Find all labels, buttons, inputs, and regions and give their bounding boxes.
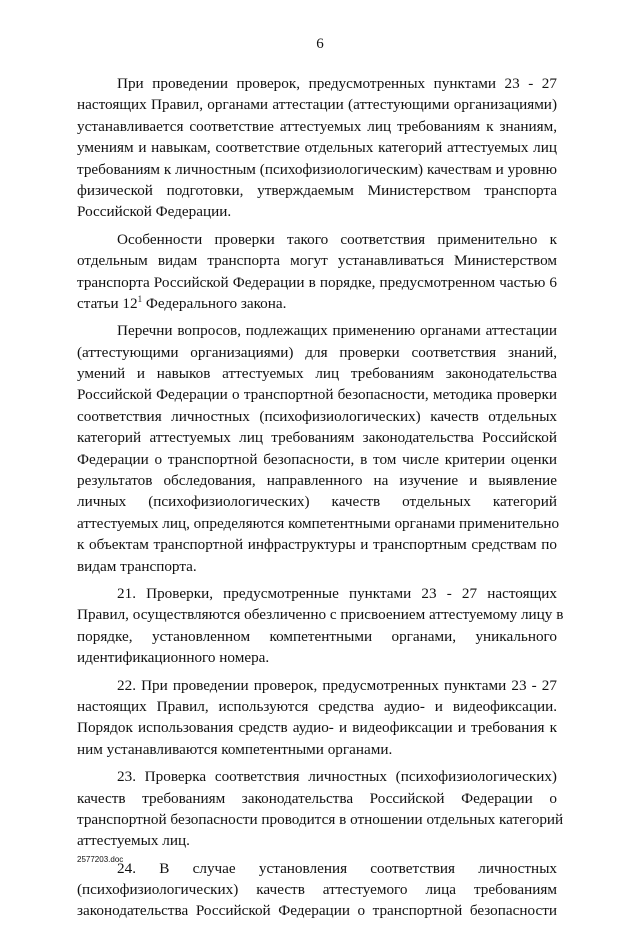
text-line: Порядок использования средств аудио- и видеофиксации и требования к xyxy=(77,719,557,737)
superscript: 1 xyxy=(137,293,143,304)
text-line: результатов обследования, направленного на изучение и выявление xyxy=(77,472,557,490)
text-line: (психофизиологических) качеств аттестуемого лица требованиям xyxy=(77,881,557,899)
text-line: 22. При проведении проверок, предусмотренных пунктами 23 - 27 xyxy=(117,676,557,694)
text-line: Российской Федерации о транспортной безопасности, методика проверки xyxy=(77,386,557,404)
text-line: 23. Проверка соответствия личностных (психофизиологических) xyxy=(117,768,557,786)
text-line: идентификационного номера. xyxy=(77,649,270,667)
text-line: Правил, осуществляются обезличенно с присвоением аттестуемому лицу в xyxy=(77,606,564,624)
text-fragment: статьи 12 xyxy=(77,294,138,312)
text-line: категорий аттестуемых лиц требованиям законодательства Российской xyxy=(77,429,557,447)
text-line: видам транспорта. xyxy=(77,557,197,575)
paragraph xyxy=(77,229,557,315)
text-line xyxy=(77,293,557,314)
document-footer: 2577203.doc xyxy=(77,855,124,864)
paragraph xyxy=(77,766,564,852)
text-line: При проведении проверок, предусмотренных пунктами 23 - 27 xyxy=(117,75,557,92)
text-line: требованиям к личностным (психофизиологическим) качествам и уровню xyxy=(77,160,557,178)
paragraph xyxy=(77,320,560,577)
paragraph xyxy=(77,583,564,669)
text-line: настоящих Правил, используются средства аудио- и видеофиксации. xyxy=(77,697,557,715)
text-line: Перечни вопросов, подлежащих применению органами аттестации xyxy=(117,322,557,340)
text-line: аттестуемых лиц, определяются компетентными органами применительно xyxy=(77,514,560,532)
text-line: умениям и навыкам, соответствие отдельных категорий аттестуемых лиц xyxy=(77,139,557,157)
text-line: к объектам транспортной инфраструктуры и транспортным средствам по xyxy=(77,536,557,554)
text-line: порядке, установленном компетентными органами, уникального xyxy=(77,627,557,645)
text-line: ним устанавливаются компетентными органами. xyxy=(77,740,393,758)
text-line: (аттестующими организациями) для проверки соответствия знаний, xyxy=(77,343,557,361)
text-line: отдельным видам транспорта могут устанавливаться Министерством xyxy=(77,252,557,270)
paragraph xyxy=(77,675,557,761)
text-line: 21. Проверки, предусмотренные пунктами 23 - 27 настоящих xyxy=(117,584,557,602)
paragraph xyxy=(77,73,557,223)
text-line: качеств требованиям законодательства Российской Федерации о xyxy=(77,789,557,807)
text-line: аттестуемых лиц. xyxy=(77,832,190,850)
text-line: соответствия личностных (психофизиологических) качеств отдельных xyxy=(77,407,557,425)
text-fragment: Федерального закона. xyxy=(142,294,287,312)
paragraph xyxy=(77,858,557,922)
text-line: настоящих Правил, органами аттестации (аттестующими организациями) xyxy=(77,96,557,114)
text-line: законодательства Российской Федерации о транспортной безопасности xyxy=(77,902,557,920)
text-line: Российской Федерации. xyxy=(77,203,232,221)
text-line: умений и навыков аттестуемых лиц требованиям законодательства xyxy=(77,365,557,383)
text-line: транспортной безопасности проводится в отношении отдельных категорий xyxy=(77,810,564,828)
text-line: физической подготовки, утверждаемым Министерством транспорта xyxy=(77,181,557,199)
text-line: Особенности проверки такого соответствия применительно к xyxy=(117,230,557,248)
document-body xyxy=(77,73,564,928)
text-line: 24. В случае установления соответствия личностных xyxy=(117,859,557,877)
page-number: 6 xyxy=(316,36,324,52)
text-line: личных (психофизиологических) качеств отдельных категорий xyxy=(77,493,557,511)
text-line: устанавливается соответствие аттестуемых лиц требованиям к знаниям, xyxy=(77,117,557,135)
text-line: Федерации о транспортной безопасности, в том числе критерии оценки xyxy=(77,450,557,468)
text-line: транспорта Российской Федерации в порядке, предусмотренном частью 6 xyxy=(77,273,557,291)
